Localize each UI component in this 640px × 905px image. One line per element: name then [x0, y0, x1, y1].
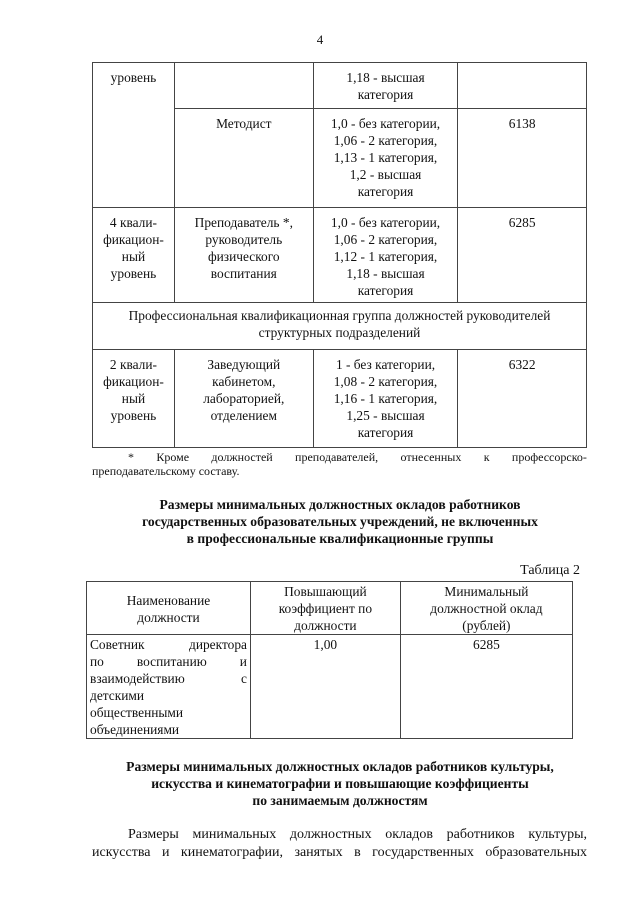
- level-line: фикацион-: [103, 374, 164, 389]
- position-text: Методист: [216, 116, 272, 131]
- column-header-salary: [400, 582, 572, 635]
- level-line: ный: [121, 391, 146, 406]
- level-line: фикацион-: [103, 232, 164, 247]
- header-line: Повышающий: [284, 584, 367, 599]
- footnote-word: отнесенных: [400, 450, 462, 464]
- heading-line: в профессиональные квалификационные группы: [186, 531, 494, 546]
- position-line: отделением: [210, 408, 277, 423]
- coefficient-line: 1,0 - без категории,: [330, 116, 441, 131]
- section-header-line: структурных подразделений: [258, 325, 421, 340]
- coefficient-line: категория: [357, 184, 414, 199]
- position-line: Преподаватель *,: [194, 215, 293, 230]
- position-line: кабинетом,: [212, 374, 276, 389]
- coefficient-line: 1,13 - 1 категория,: [333, 150, 438, 165]
- footnote-word: *: [128, 450, 134, 464]
- level-cell: [93, 350, 175, 448]
- coefficient-cell: [313, 63, 458, 109]
- level-line: уровень: [110, 408, 157, 423]
- salary-table-2: [86, 581, 573, 739]
- footnote-line-1: [92, 450, 587, 464]
- coefficient-line: 1 - без категории,: [335, 357, 436, 372]
- heading-line: Размеры минимальных должностных окладов работников: [159, 497, 521, 512]
- level-line: ный: [121, 249, 146, 264]
- level-cell: [93, 63, 175, 208]
- heading-line: Размеры минимальных должностных окладов работников культуры,: [126, 759, 554, 774]
- name-line: объединениями: [90, 722, 180, 737]
- position-line: физического: [207, 249, 280, 264]
- header-line: Наименование: [126, 592, 211, 608]
- heading-line: государственных образовательных учреждений, не включенных: [142, 514, 538, 529]
- coefficient-line: категория: [357, 283, 414, 298]
- coefficient-line: 1,08 - 2 категория,: [333, 374, 438, 389]
- section-header-row: [93, 303, 587, 350]
- salary-cell: 6285: [400, 635, 572, 739]
- table-label: Таблица 2: [520, 563, 580, 578]
- coefficient-cell: [313, 350, 458, 448]
- position-line: руководитель: [205, 232, 283, 247]
- position-name-cell: [87, 635, 251, 739]
- coefficient-cell: 1,00: [250, 635, 400, 739]
- section-header-line: Профессиональная квалификационная группа должностей руководителей: [128, 308, 551, 323]
- paragraph-line: Размеры минимальных должностных окладов работников культуры,: [128, 827, 587, 842]
- coefficient-cell: [313, 109, 458, 208]
- section-heading-1: [80, 496, 600, 547]
- coefficient-line: категория: [357, 425, 414, 440]
- position-line: лабораторией,: [203, 391, 285, 406]
- table-row: [87, 635, 573, 739]
- column-header-coefficient: [250, 582, 400, 635]
- coefficient-line: категория: [357, 87, 414, 102]
- footnote-word: должностей: [211, 450, 273, 464]
- header-line: должности: [137, 609, 200, 625]
- salary-cell: 6138: [458, 109, 587, 208]
- salary-cell: 6322: [458, 350, 587, 448]
- section-header: [93, 303, 587, 350]
- salary-cell: [458, 63, 587, 109]
- position-cell: [174, 350, 313, 448]
- coefficient-line: 1,25 - высшая: [346, 408, 425, 423]
- level-line: 4 квали-: [109, 215, 157, 230]
- footnote-line-2: преподавательскому составу.: [92, 464, 240, 478]
- position-cell: [174, 63, 313, 109]
- name-line: по воспитанию и: [90, 654, 247, 669]
- table-header-row: [87, 582, 573, 635]
- position-line: воспитания: [210, 266, 277, 281]
- level-line: уровень: [110, 266, 157, 281]
- coefficient-cell: [313, 208, 458, 303]
- page-number: 4: [316, 32, 324, 47]
- section-heading-2: [80, 758, 600, 809]
- position-cell: [174, 109, 313, 208]
- footnote-word: профессорско-: [511, 450, 587, 464]
- coefficient-line: 1,18 - высшая: [346, 266, 425, 281]
- salary-table-continued: [92, 62, 587, 448]
- header-line: должностной оклад: [430, 601, 543, 616]
- coefficient-line: 1,12 - 1 категория,: [333, 249, 438, 264]
- name-line: детскими: [90, 688, 145, 703]
- footnote-word: к: [483, 450, 490, 464]
- coefficient-line: 1,2 - высшая: [349, 167, 422, 182]
- position-cell: [174, 208, 313, 303]
- body-paragraph: [92, 826, 587, 862]
- coefficient-line: 1,0 - без категории,: [330, 215, 441, 230]
- paragraph-line: искусства и кинематографии, занятых в государственных образовательных: [92, 845, 587, 860]
- table-row: [93, 208, 587, 303]
- header-line: должности: [294, 618, 357, 633]
- coefficient-line: 1,06 - 2 категория,: [333, 133, 438, 148]
- header-line: коэффициент по: [278, 601, 373, 616]
- position-line: Заведующий: [207, 357, 281, 372]
- table-row: [93, 63, 587, 109]
- name-line: Советник директора: [90, 637, 247, 652]
- header-line: Минимальный: [444, 584, 529, 599]
- level-text: уровень: [110, 70, 157, 85]
- name-line: взаимодействию с: [90, 671, 247, 686]
- table-row: [93, 350, 587, 448]
- footnote: [92, 450, 587, 478]
- column-header-name: [87, 582, 251, 635]
- name-line: общественными: [90, 705, 184, 720]
- footnote-word: Кроме: [156, 450, 190, 464]
- coefficient-line: 1,16 - 1 категория,: [333, 391, 438, 406]
- level-cell: [93, 208, 175, 303]
- salary-cell: 6285: [458, 208, 587, 303]
- footnote-word: преподавателей,: [295, 450, 379, 464]
- heading-line: искусства и кинематографии и повышающие коэффициенты: [151, 776, 529, 791]
- coefficient-line: 1,06 - 2 категория,: [333, 232, 438, 247]
- level-line: 2 квали-: [109, 357, 157, 372]
- header-line: (рублей): [462, 618, 511, 633]
- heading-line: по занимаемым должностям: [252, 793, 428, 808]
- coefficient-line: 1,18 - высшая: [346, 70, 425, 85]
